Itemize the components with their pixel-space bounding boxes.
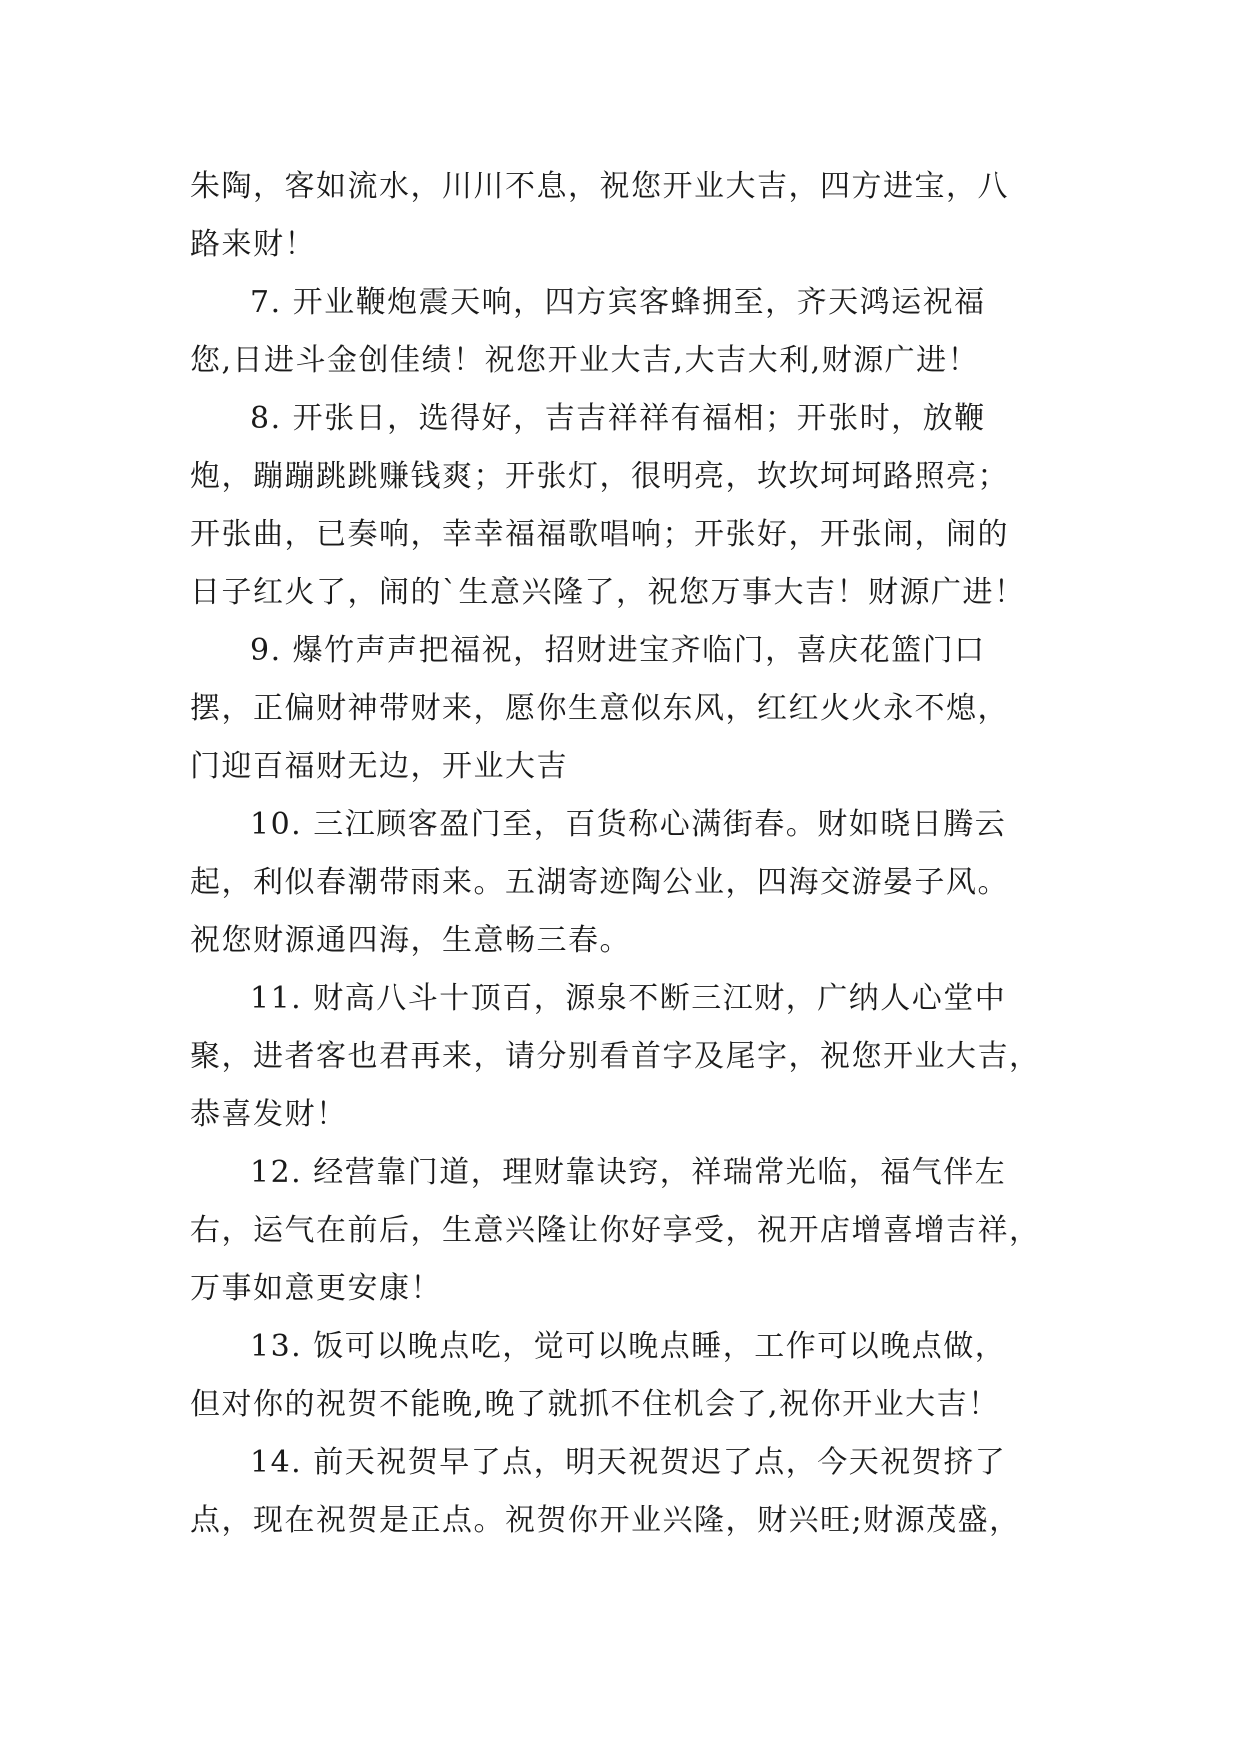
text-line: 9. 爆竹声声把福祝，招财进宝齐临门，喜庆花篮门口 — [250, 633, 986, 668]
document-body — [190, 158, 1065, 1550]
text-line: 右，运气在前后，生意兴隆让你好享受，祝开店增喜增吉祥， — [190, 1213, 1041, 1248]
text-line: 11. 财高八斗十顶百，源泉不断三江财，广纳人心堂中 — [250, 981, 1007, 1016]
text-line: 10. 三江顾客盈门至，百货称心满街春。财如晓日腾云 — [250, 807, 1007, 842]
text-line: 14. 前天祝贺早了点，明天祝贺迟了点，今天祝贺挤了 — [250, 1445, 1007, 1480]
text-line: 起，利似春潮带雨来。五湖寄迹陶公业，四海交游晏子风。 — [190, 865, 1009, 900]
text-line: 日子红火了，闹的`生意兴隆了，祝您万事大吉！财源广进！ — [190, 575, 1026, 610]
text-line: 13. 饭可以晚点吃，觉可以晚点睡，工作可以晚点做， — [250, 1329, 1007, 1364]
text-line: 朱陶，客如流水，川川不息，祝您开业大吉，四方进宝，八 — [190, 169, 1009, 204]
text-line: 7. 开业鞭炮震天响，四方宾客蜂拥至，齐天鸿运祝福 — [250, 285, 986, 320]
text-line: 万事如意更安康！ — [190, 1271, 442, 1306]
text-line: 8. 开张日，选得好，吉吉祥祥有福相；开张时，放鞭 — [250, 401, 986, 436]
text-line: 门迎百福财无边，开业大吉 — [190, 749, 568, 784]
text-line: 祝您财源通四海，生意畅三春。 — [190, 923, 631, 958]
text-line: 炮，蹦蹦跳跳赚钱爽；开张灯，很明亮，坎坎坷坷路照亮； — [190, 459, 1009, 494]
text-line: 但对你的祝贺不能晚,晚了就抓不住机会了,祝你开业大吉！ — [190, 1387, 1000, 1422]
text-line: 点，现在祝贺是正点。祝贺你开业兴隆，财兴旺;财源茂盛， — [190, 1503, 1021, 1538]
text-line: 您,日进斗金创佳绩！祝您开业大吉,大吉大利,财源广进！ — [190, 343, 980, 378]
text-line: 恭喜发财！ — [190, 1097, 348, 1132]
text-line: 12. 经营靠门道，理财靠诀窍，祥瑞常光临，福气伴左 — [250, 1155, 1007, 1190]
text-line: 路来财！ — [190, 227, 316, 262]
text-line: 聚，进者客也君再来，请分别看首字及尾字，祝您开业大吉， — [190, 1039, 1041, 1074]
text-line: 开张曲，已奏响，幸幸福福歌唱响；开张好，开张闹，闹的 — [190, 517, 1009, 552]
text-line: 摆，正偏财神带财来，愿你生意似东风，红红火火永不熄， — [190, 691, 1009, 726]
